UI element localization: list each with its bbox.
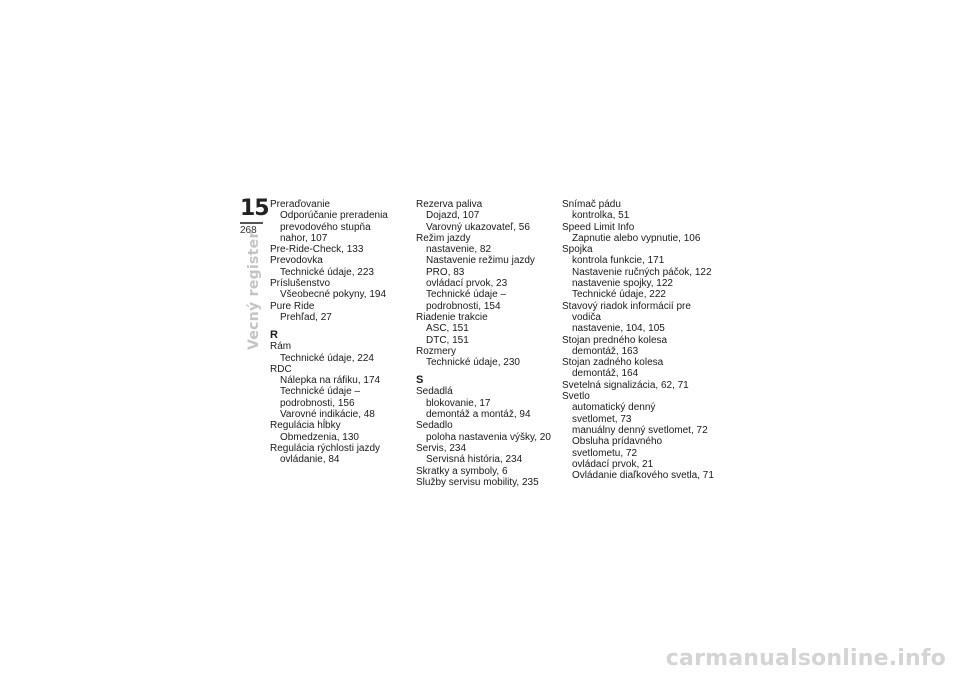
index-subentry: demontáž, 164 xyxy=(572,368,639,380)
index-entry xyxy=(562,335,712,358)
index-entry xyxy=(416,346,566,369)
index-subentry: ovládací prvok, 21 xyxy=(572,458,654,470)
index-subentry: Nastavenie režimu jazdy xyxy=(426,255,535,267)
index-term: Spojka xyxy=(562,244,593,256)
index-term: Režim jazdy xyxy=(416,232,471,244)
index-term: Riadenie trakcie xyxy=(416,311,488,323)
page-number: 268 xyxy=(240,225,257,236)
index-term: Speed Limit Info xyxy=(562,221,635,233)
index-subentry: demontáž, 163 xyxy=(572,345,639,357)
index-subentry: Technické údaje, 224 xyxy=(280,352,374,364)
index-term: Skratky a symboly, 6 xyxy=(416,465,508,477)
index-entry xyxy=(562,391,712,481)
index-subentry: kontrola funkcie, 171 xyxy=(572,255,665,267)
index-term: Preraďovanie xyxy=(270,199,331,210)
index-subentry: Obsluha prídavného xyxy=(572,436,663,448)
index-subentry: automatický denný xyxy=(572,402,656,414)
index-term: Pure Ride xyxy=(270,300,315,312)
index-subentry: Varovný ukazovateľ, 56 xyxy=(426,221,530,233)
index-entry xyxy=(562,357,712,380)
index-term: Prevodovka xyxy=(270,255,323,267)
index-column-3 xyxy=(562,199,712,481)
index-subentry: podrobnosti, 154 xyxy=(426,300,501,312)
index-subentry: poloha nastavenia výšky, 20 xyxy=(426,431,551,443)
index-subentry: Ovládanie diaľkového svetla, 71 xyxy=(572,470,714,482)
index-term: Stojan predného kolesa xyxy=(562,334,668,346)
index-subentry: DTC, 151 xyxy=(426,334,469,346)
index-entry xyxy=(270,420,420,443)
index-entry xyxy=(270,364,420,420)
index-subentry: Servisná história, 234 xyxy=(426,454,523,466)
index-letter-heading: S xyxy=(416,374,424,387)
chapter-marker xyxy=(240,196,269,236)
index-subentry: ASC, 151 xyxy=(426,323,469,335)
index-term: Regulácia rýchlosti jazdy xyxy=(270,442,381,454)
index-entry xyxy=(416,199,566,233)
index-subentry: nahor, 107 xyxy=(280,232,328,244)
index-entry xyxy=(416,477,566,488)
index-subentry: Technické údaje, 222 xyxy=(572,289,666,301)
index-entry xyxy=(270,278,420,301)
index-subentry: manuálny denný svetlomet, 72 xyxy=(572,424,708,436)
index-term: Stojan zadného kolesa xyxy=(562,357,664,369)
index-subentry: nastavenie, 82 xyxy=(426,244,492,256)
index-subentry: svetlomet, 73 xyxy=(572,413,632,425)
index-entry xyxy=(270,244,420,255)
index-term: Servis, 234 xyxy=(416,442,467,454)
index-entry xyxy=(562,244,712,300)
index-subentry: Technické údaje – xyxy=(426,289,507,301)
index-entry xyxy=(270,199,420,244)
index-entry xyxy=(416,420,566,443)
index-column-2 xyxy=(416,199,566,488)
index-term: Rezerva paliva xyxy=(416,199,483,210)
index-subentry: PRO, 83 xyxy=(426,266,465,278)
index-subentry: Technické údaje, 223 xyxy=(280,266,374,278)
index-entry xyxy=(270,301,420,324)
index-entry xyxy=(270,255,420,278)
index-entry xyxy=(270,341,420,364)
index-subentry: kontrolka, 51 xyxy=(572,210,630,222)
index-term: Rám xyxy=(270,341,292,353)
index-subentry: Odporúčanie preradenia xyxy=(280,210,388,222)
index-letter-heading: R xyxy=(270,329,278,342)
index-subentry: nastavenie, 104, 105 xyxy=(572,323,665,335)
index-term: Služby servisu mobility, 235 xyxy=(416,476,539,488)
index-entry xyxy=(562,199,712,222)
index-entry xyxy=(562,301,712,335)
index-entry xyxy=(562,380,712,391)
index-term: Rozmery xyxy=(416,345,457,357)
index-subentry: Technické údaje, 230 xyxy=(426,357,520,369)
index-entry xyxy=(270,443,420,466)
index-subentry: Nastavenie ručných páčok, 122 xyxy=(572,266,712,278)
index-subentry: blokovanie, 17 xyxy=(426,397,491,409)
index-term: RDC xyxy=(270,363,292,375)
index-term: Stavový riadok informácií pre xyxy=(562,300,691,312)
index-subentry: podrobnosti, 156 xyxy=(280,397,355,409)
chapter-divider xyxy=(240,222,263,224)
index-subentry: Nálepka na ráfiku, 174 xyxy=(280,375,381,387)
chapter-number: 15 xyxy=(240,196,269,221)
index-entry xyxy=(416,386,566,420)
index-term: Svetlo xyxy=(562,391,590,403)
section-side-title: Vecný register xyxy=(246,231,262,350)
index-subentry: prevodového stupňa xyxy=(280,221,371,233)
index-term: Svetelná signalizácia, 62, 71 xyxy=(562,379,689,391)
index-entry xyxy=(416,312,566,346)
index-subentry: Dojazd, 107 xyxy=(426,210,480,222)
index-subentry: ovládací prvok, 23 xyxy=(426,278,508,290)
watermark: carmanualsonline.info xyxy=(665,646,946,671)
index-term: Pre-Ride-Check, 133 xyxy=(270,244,364,256)
index-entry xyxy=(416,443,566,466)
index-subentry: demontáž a montáž, 94 xyxy=(426,409,531,421)
index-subentry: svetlometu, 72 xyxy=(572,447,638,459)
index-subentry: vodiča xyxy=(572,311,601,323)
index-subentry: Technické údaje – xyxy=(280,386,361,398)
index-term: Regulácia hĺbky xyxy=(270,420,341,432)
index-entry xyxy=(562,222,712,245)
index-term: Príslušenstvo xyxy=(270,278,331,290)
index-term: Snímač pádu xyxy=(562,199,621,210)
index-term: Sedadlá xyxy=(416,386,453,398)
index-subentry: Varovné indikácie, 48 xyxy=(280,409,375,421)
index-column-1 xyxy=(270,199,420,466)
index-subentry: Zapnutie alebo vypnutie, 106 xyxy=(572,232,701,244)
index-subentry: nastavenie spojky, 122 xyxy=(572,278,673,290)
index-subentry: ovládanie, 84 xyxy=(280,454,340,466)
index-subentry: Obmedzenia, 130 xyxy=(280,431,359,443)
index-subentry: Prehľad, 27 xyxy=(280,311,332,323)
index-subentry: Všeobecné pokyny, 194 xyxy=(280,289,387,301)
index-entry xyxy=(416,233,566,312)
index-term: Sedadlo xyxy=(416,420,453,432)
index-entry xyxy=(416,466,566,477)
